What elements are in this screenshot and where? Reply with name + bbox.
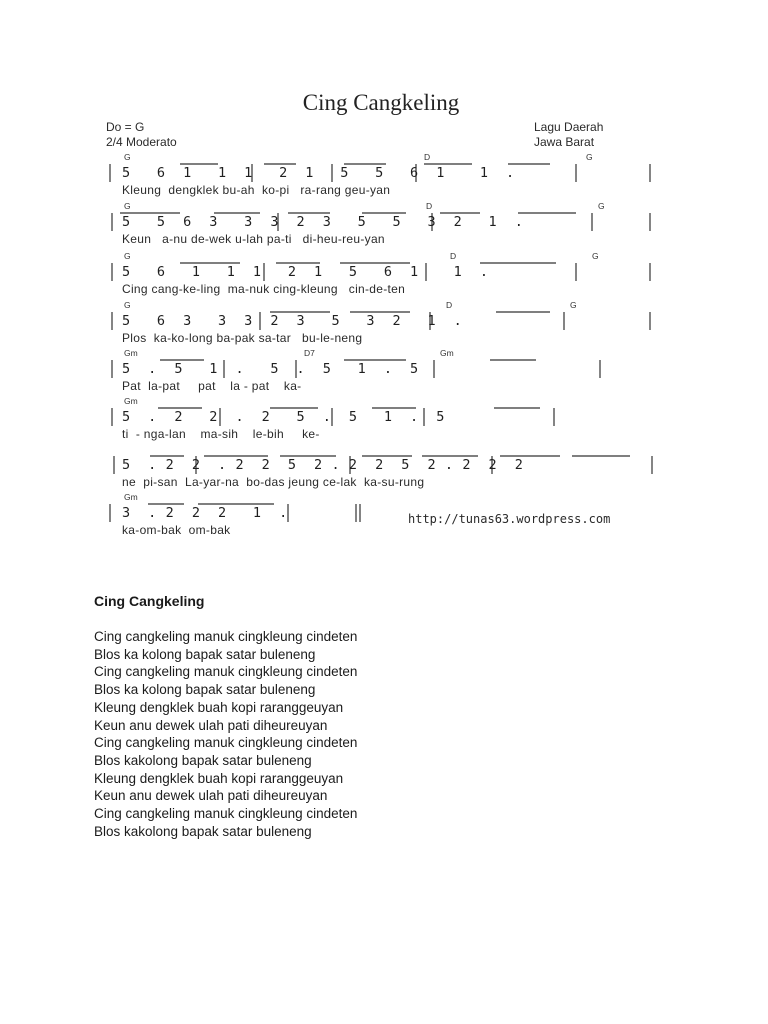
chord-label: G — [586, 152, 593, 162]
chord-label: Gm — [124, 396, 138, 406]
chord-label: G — [598, 201, 605, 211]
lyrics-block — [94, 628, 357, 840]
lyric-line: Cing cangkeling manuk cingkleung cindeten — [94, 629, 358, 644]
notation-line: 5 . 2 2 . 2 2 5 2 . 2 2 5 2 . 2 2 2 — [122, 457, 524, 473]
source-url: http://tunas63.wordpress.com — [408, 512, 611, 526]
lyrics-title: Cing Cangkeling — [94, 593, 205, 609]
staff-row — [100, 251, 662, 305]
chord-label: Gm — [440, 348, 454, 358]
chord-label: G — [592, 251, 599, 261]
lyric-line: Kleung dengklek buah kopi raranggeuyan — [94, 770, 344, 786]
lyric-line: Blos ka kolong bapak satar buleneng — [94, 646, 316, 662]
sheet-title: Cing Cangkeling — [302, 90, 460, 115]
notation-lyrics: Pat la-pat pat la - pat ka- — [122, 379, 302, 393]
chord-label: G — [570, 300, 577, 310]
lyric-line: Cing cangkeling manuk cingkleung cindeten — [94, 664, 358, 680]
notation-lyrics: ka-om-bak om-bak — [122, 523, 231, 537]
lyric-line: Keun anu dewek ulah pati diheureuyan — [94, 788, 328, 804]
chord-label: Gm — [124, 348, 138, 358]
notation-lyrics: ti - nga-lan ma-sih le-bih ke- — [122, 427, 320, 441]
chord-label: G — [124, 251, 131, 261]
staff-row — [100, 396, 662, 450]
lyric-line: Blos kakolong bapak satar buleneng — [94, 823, 312, 839]
chord-label: G — [124, 201, 131, 211]
chord-label: D7 — [304, 348, 315, 358]
lyric-line: Cing cangkeling manuk cingkleung cindeten — [94, 806, 358, 822]
chord-label: D — [450, 251, 457, 261]
origin-line-2: Jawa Barat — [534, 135, 595, 149]
notation-lyrics: Keun a-nu de-wek u-lah pa-ti di-heu-reu-yan — [122, 232, 385, 246]
chord-label: G — [124, 152, 131, 162]
chord-label: D — [426, 201, 433, 211]
chord-label: Gm — [124, 492, 138, 502]
lyric-line: Blos ka kolong bapak satar buleneng — [94, 682, 316, 698]
notation-line: 5 5 6 3 3 3 2 3 5 5 3 2 1 . — [122, 214, 524, 230]
staff-row — [100, 300, 662, 354]
chord-label: G — [124, 300, 131, 310]
chord-label: D — [446, 300, 453, 310]
lyric-line: Keun anu dewek ulah pati diheureuyan — [94, 717, 328, 733]
key-signature: Do = G — [106, 120, 145, 134]
chord-label: D — [424, 152, 431, 162]
lyric-line: Blos kakolong bapak satar buleneng — [94, 752, 312, 768]
lyric-line: Kleung dengklek buah kopi raranggeuyan — [94, 699, 344, 715]
notation-lyrics: Kleung dengklek bu-ah ko-pi ra-rang geu-yan — [122, 183, 391, 197]
notation-line: 3 . 2 2 2 1 . — [122, 505, 288, 521]
staff-row — [100, 444, 662, 498]
sheet-music-image — [100, 88, 662, 558]
origin-line-1: Lagu Daerah — [534, 120, 604, 134]
staff-row — [100, 201, 662, 255]
tempo-marking: 2/4 Moderato — [106, 135, 177, 149]
notation-line: 5 6 1 1 1 2 1 5 6 1 1 . — [122, 264, 489, 280]
notation-lyrics: Plos ka-ko-long ba-pak sa-tar bu-le-neng — [122, 331, 363, 345]
notation-lyrics: ne pi-san La-yar-na bo-das jeung ce-lak ka-su-rung — [122, 475, 425, 489]
staff-row — [100, 348, 662, 402]
notation-line: 5 6 3 3 3 2 3 5 3 2 1 . — [122, 313, 463, 329]
lyric-line: Cing cangkeling manuk cingkleung cindeten — [94, 735, 358, 751]
notation-lyrics: Cing cang-ke-ling ma-nuk cing-kleung cin-de-ten — [122, 282, 406, 296]
notation-line: 5 6 1 1 1 2 1 5 5 6 1 1 . — [122, 165, 515, 181]
staff-row — [100, 152, 662, 206]
notation-line: 5 . 5 1 . 5 . 5 1 . 5 — [122, 361, 419, 377]
notation-line: 5 . 2 2 . 2 5 . 5 1 . 5 — [122, 409, 445, 425]
